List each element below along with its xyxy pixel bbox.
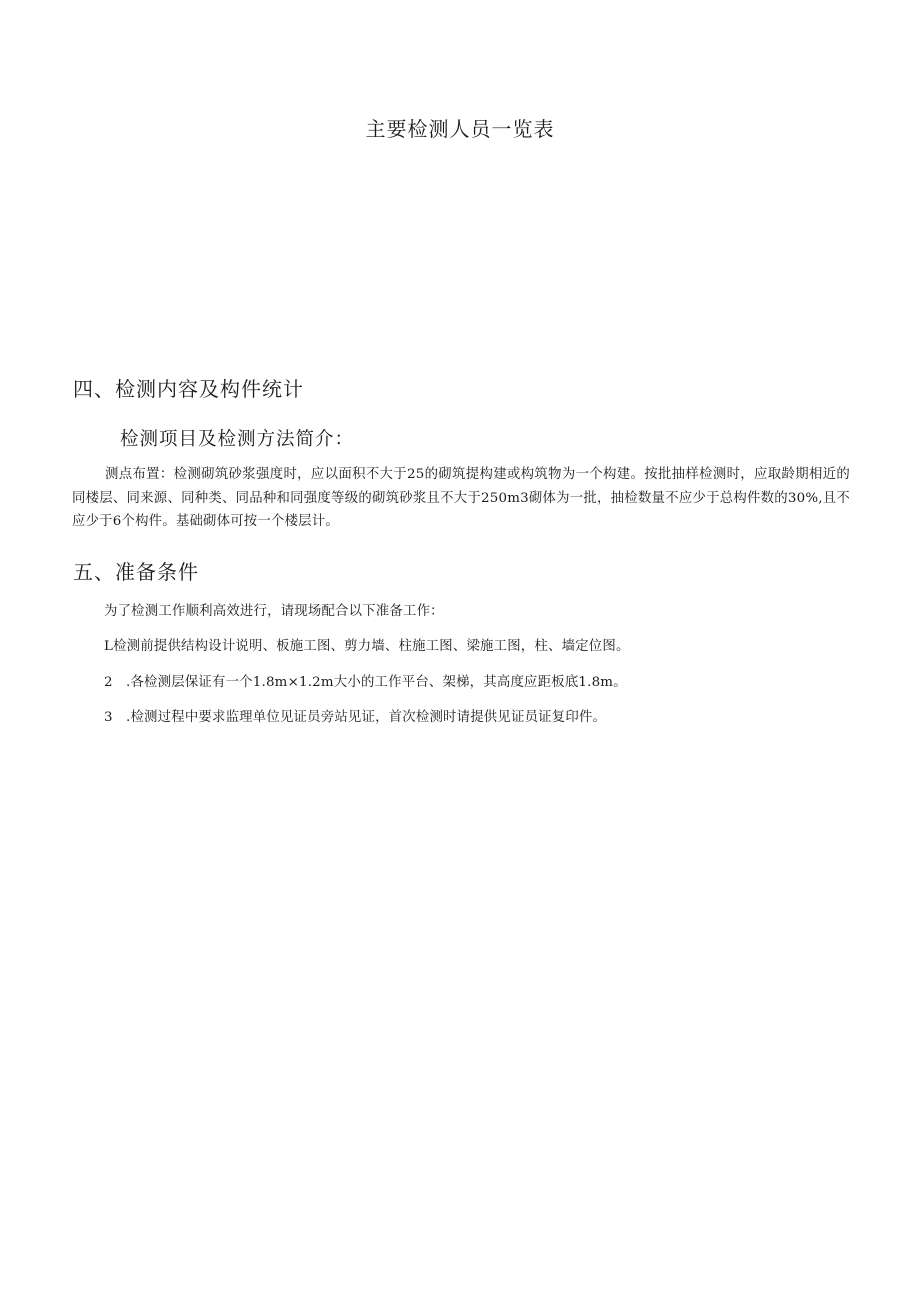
prep-item-3	[104, 708, 864, 728]
prep-item-2-text: .各检测层保证有一个1.8m×1.2m大小的工作平台、架梯，其高度应距板底1.8m。	[126, 675, 627, 690]
prep-item-1	[104, 637, 864, 657]
prep-item-3-number: 3	[104, 710, 113, 725]
section-4-heading: 四、检测内容及构件统计	[73, 377, 304, 401]
section-4-paragraph: 测点布置：检测砌筑砂浆强度时，应以面积不大于25的砌筑提构建或构筑物为一个构建。按批抽样检测时，应取龄期相近的同楼层、同来源、同种类、同品种和同强度等级的砌筑砂浆且不大于250m3砌体为一批，抽检数量不应少于总构件数的30%,且不应少于6个构件。基础砌体可按一个楼层计。	[72, 467, 850, 529]
prep-item-1-text: L检测前提供结构设计说明、板施工图、剪力墙、柱施工图、梁施工图，柱、墙定位图。	[104, 639, 630, 654]
section-5-intro: 为了检测工作顺利高效进行，请现场配合以下准备工作：	[104, 604, 444, 619]
prep-item-2	[104, 673, 864, 693]
prep-item-2-number: 2	[104, 675, 113, 690]
page-title: 主要检测人员一览表	[365, 117, 555, 141]
section-5-heading: 五、准备条件	[73, 560, 199, 584]
prep-item-3-text: .检测过程中要求监理单位见证员旁站见证，首次检测时请提供见证员证复印件。	[126, 710, 607, 725]
section-4-subheading: 检测项目及检测方法简介：	[120, 429, 355, 450]
